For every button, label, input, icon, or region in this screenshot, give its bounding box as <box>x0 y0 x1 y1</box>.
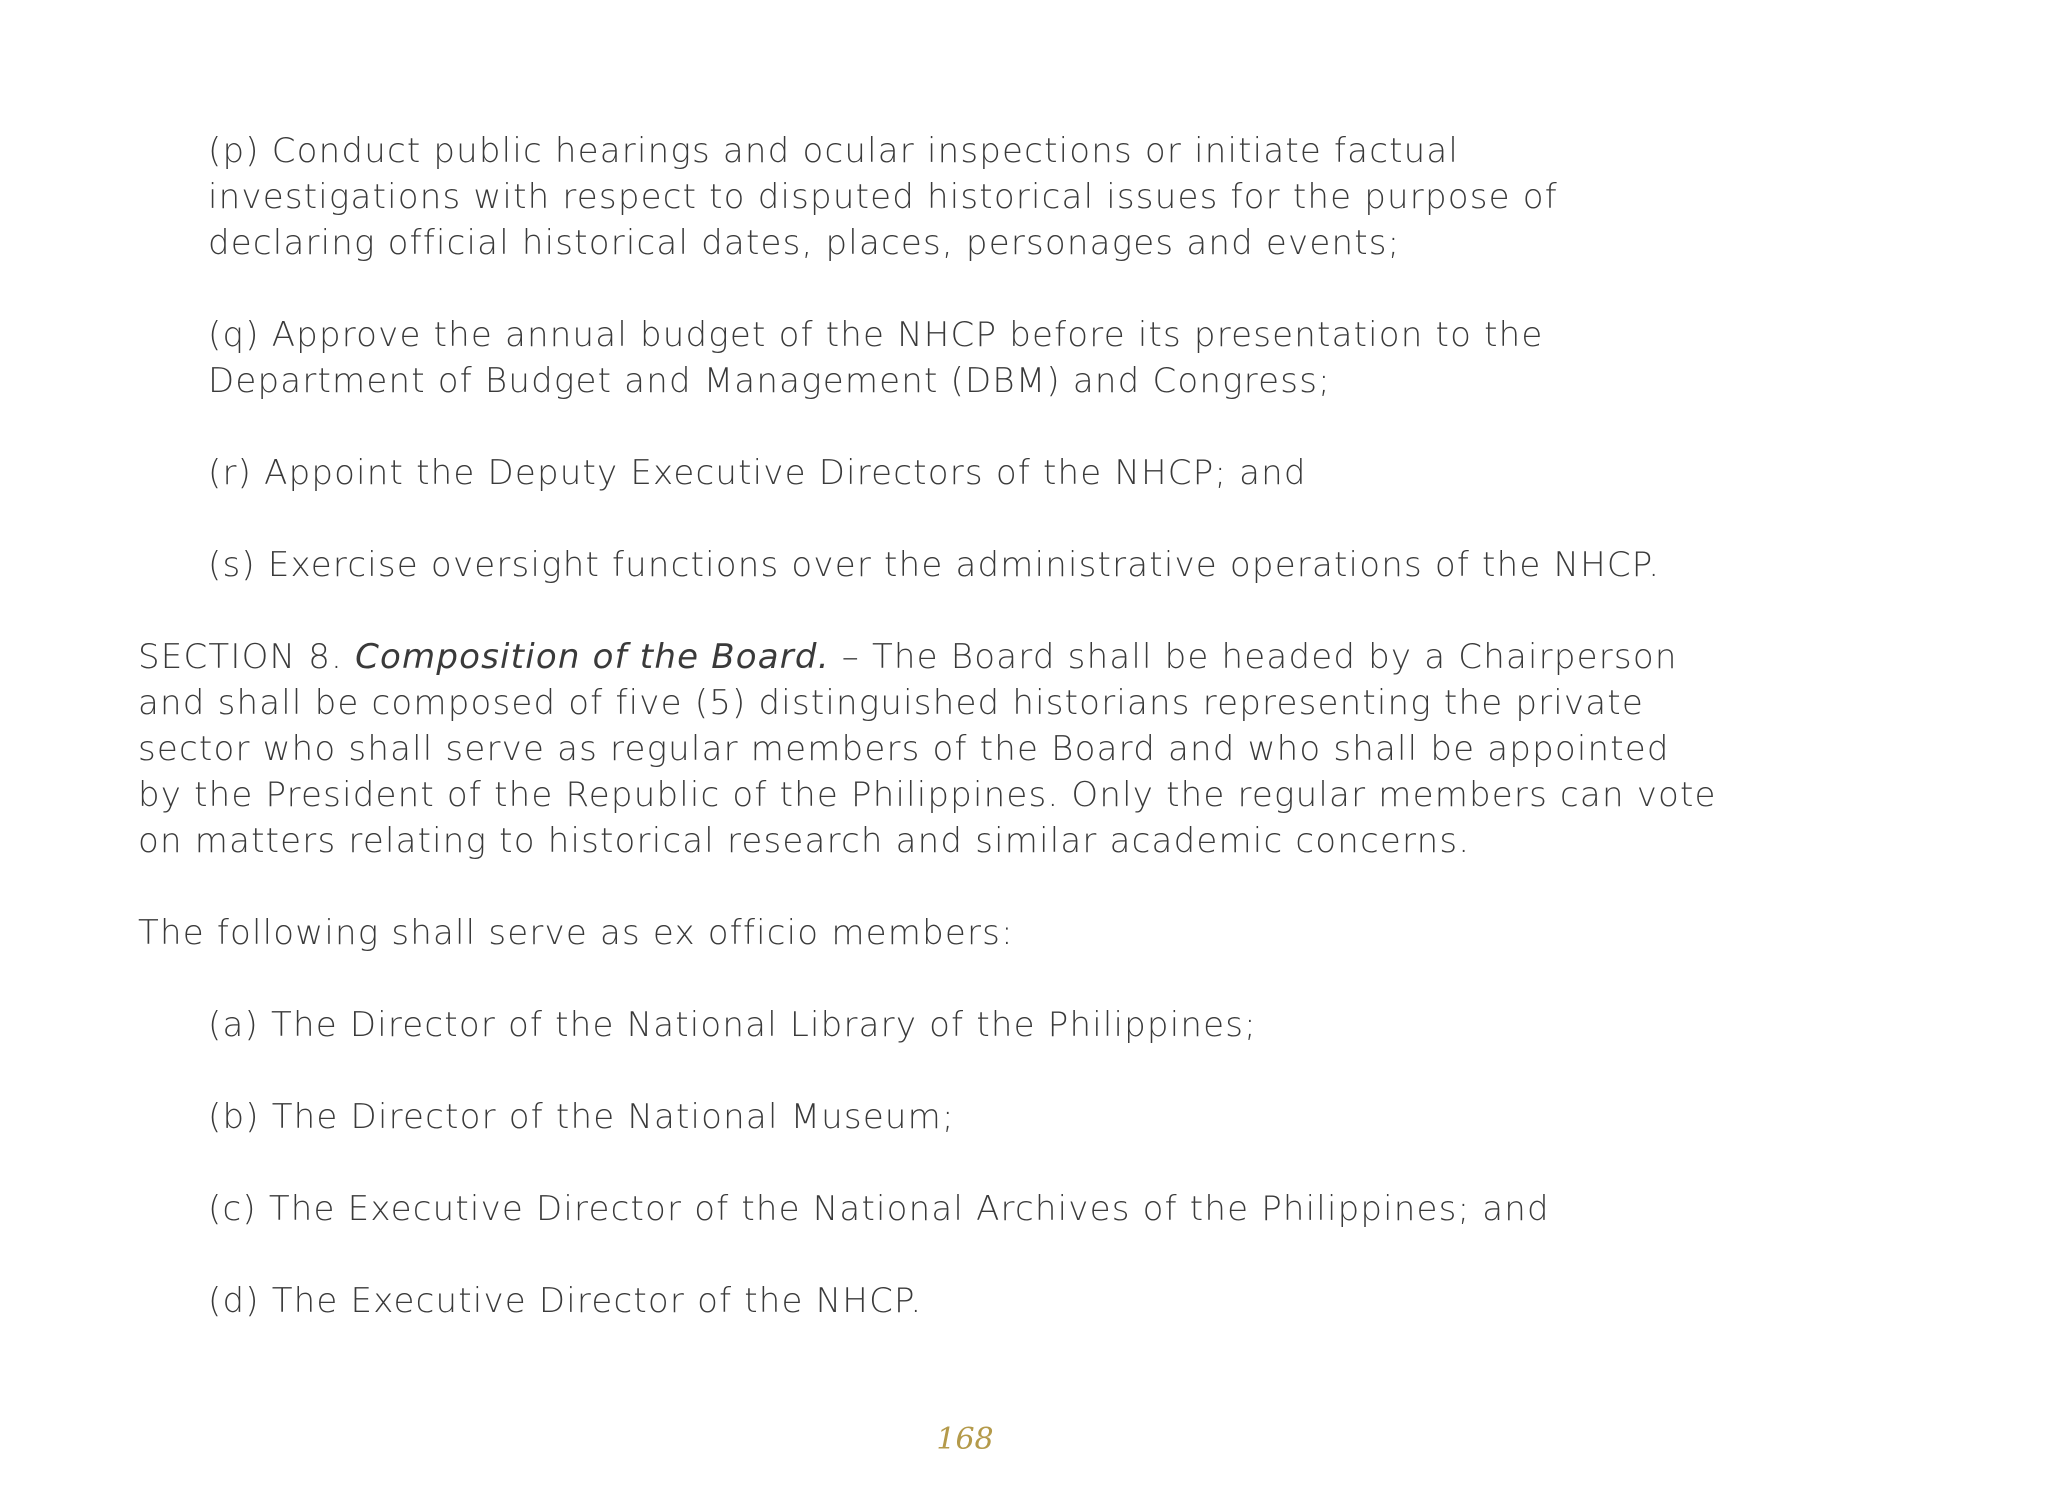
item-s-text: (s) Exercise oversight functions over the administrative operations of the NHCP. <box>208 545 1661 585</box>
section-title: Composition of the Board. <box>355 637 830 677</box>
section-8-line-3: sector who shall serve as regular members of the Board and who shall be appointed <box>138 729 1670 769</box>
item-r-text: (r) Appoint the Deputy Executive Directors of the NHCP; and <box>208 453 1307 493</box>
section-heading: SECTION 8. <box>138 637 344 677</box>
item-p-line-1: (p) Conduct public hearings and ocular inspections or initiate factual <box>208 131 1460 171</box>
item-r <box>208 450 1307 496</box>
item-s <box>208 542 1660 588</box>
ex-officio-item-a <box>208 1002 1257 1048</box>
ex-officio-item-d-text: (d) The Executive Director of the NHCP. <box>208 1281 923 1321</box>
item-q-line-1: (q) Approve the annual budget of the NHCP before its presentation to the <box>208 315 1544 355</box>
ex-officio-item-c-text: (c) The Executive Director of the National Archives of the Philippines; and <box>208 1189 1550 1229</box>
section-8-line-2: and shall be composed of five (5) distinguished historians representing the private <box>138 683 1644 723</box>
ex-officio-intro-text: The following shall serve as ex officio members: <box>138 913 1014 953</box>
section-8-line-4: by the President of the Republic of the Philippines. Only the regular members can vote <box>138 775 1717 815</box>
item-p <box>208 128 1558 266</box>
section-line-1-rest: – The Board shall be headed by a Chairperson <box>841 637 1678 677</box>
item-p-line-3: declaring official historical dates, places, personages and events; <box>208 223 1401 263</box>
section-8 <box>138 634 1717 864</box>
item-q-line-2: Department of Budget and Management (DBM) and Congress; <box>208 361 1331 401</box>
ex-officio-item-b-text: (b) The Director of the National Museum; <box>208 1097 955 1137</box>
section-8-line-1 <box>138 634 1717 680</box>
ex-officio-item-d <box>208 1278 922 1324</box>
section-8-line-5: on matters relating to historical research and similar academic concerns. <box>138 821 1471 861</box>
ex-officio-intro <box>138 910 1014 956</box>
ex-officio-item-a-text: (a) The Director of the National Library of the Philippines; <box>208 1005 1257 1045</box>
ex-officio-item-c <box>208 1186 1550 1232</box>
item-p-line-2: investigations with respect to disputed historical issues for the purpose of <box>208 177 1558 217</box>
page-number: 168 <box>936 1422 994 1457</box>
ex-officio-item-b <box>208 1094 955 1140</box>
item-q <box>208 312 1544 404</box>
